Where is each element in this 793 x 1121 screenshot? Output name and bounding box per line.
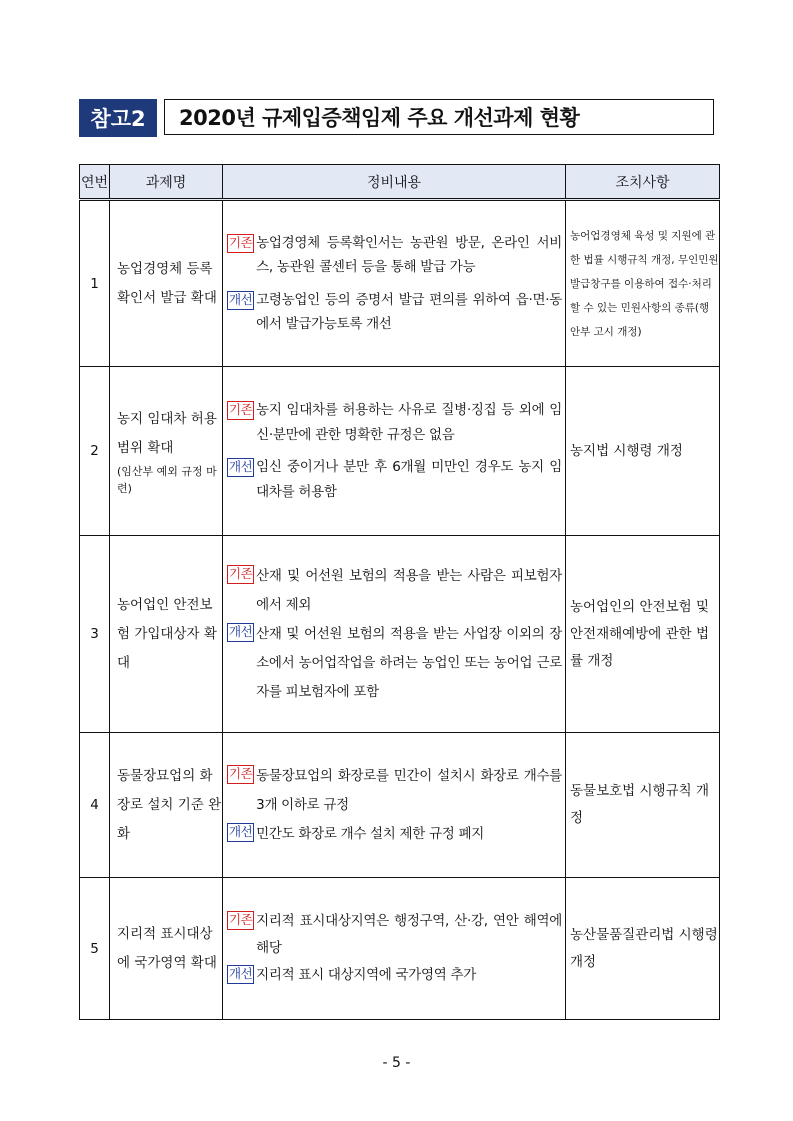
col-header-name: 과제명 bbox=[110, 165, 223, 200]
improved-item bbox=[227, 455, 562, 504]
improved-text: 임신 중이거나 분만 후 6개월 미만인 경우도 농지 임대차를 허용함 bbox=[256, 459, 562, 500]
existing-text: 지리적 표시대상지역은 행정구역, 산·강, 연안 해역에 해당 bbox=[256, 913, 562, 956]
task-action: 농지법 시행령 개정 bbox=[566, 367, 720, 536]
existing-item bbox=[227, 908, 562, 962]
improved-tag: 개선 bbox=[227, 823, 254, 842]
existing-tag: 기존 bbox=[227, 234, 254, 253]
page-title: 2020년 규제입증책임제 주요 개선과제 현황 bbox=[164, 99, 714, 135]
task-action: 농산물품질관리법 시행령 개정 bbox=[566, 878, 720, 1020]
existing-text: 농업경영체 등록확인서는 농관원 방문, 온라인 서비스, 농관원 콜센터 등을 통해 발급 가능 bbox=[256, 234, 562, 275]
improved-item bbox=[227, 962, 562, 989]
existing-tag: 기존 bbox=[227, 565, 254, 584]
improved-item bbox=[227, 620, 562, 707]
task-detail bbox=[223, 367, 566, 536]
task-name: 동물장묘업의 화장로 설치 기준 완화 bbox=[110, 733, 223, 878]
improved-tag: 개선 bbox=[227, 965, 254, 984]
improved-text: 지리적 표시 대상지역에 국가영역 추가 bbox=[256, 967, 476, 983]
table-row bbox=[80, 200, 720, 367]
table-row bbox=[80, 878, 720, 1020]
page-number: - 5 - bbox=[382, 1055, 411, 1071]
col-header-no: 연번 bbox=[80, 165, 110, 200]
table-row bbox=[80, 536, 720, 733]
row-number: 4 bbox=[80, 733, 110, 878]
existing-item bbox=[227, 231, 562, 280]
row-number: 2 bbox=[80, 367, 110, 536]
improved-tag: 개선 bbox=[227, 623, 254, 642]
existing-item bbox=[227, 562, 562, 620]
existing-text: 농지 임대차를 허용하는 사유로 질병·징집 등 외에 임신·분만에 관한 명확한 규정은 없음 bbox=[256, 402, 562, 443]
reform-table bbox=[79, 164, 720, 1020]
task-action: 농어업경영체 육성 및 지원에 관한 법률 시행규칙 개정, 무인민원발급창구를 이용하여 접수·처리할 수 있는 민원사항의 종류(행안부 고시 개정) bbox=[566, 200, 720, 367]
row-number: 5 bbox=[80, 878, 110, 1020]
row-number: 1 bbox=[80, 200, 110, 367]
table-row bbox=[80, 733, 720, 878]
row-number: 3 bbox=[80, 536, 110, 733]
existing-tag: 기존 bbox=[227, 911, 254, 930]
table-row bbox=[80, 367, 720, 536]
task-detail bbox=[223, 878, 566, 1020]
task-name: 농업경영체 등록확인서 발급 확대 bbox=[110, 200, 223, 367]
task-name: 농지 임대차 허용범위 확대 (임산부 예외 규정 마련) bbox=[110, 367, 223, 536]
task-name: 농어업인 안전보험 가입대상자 확대 bbox=[110, 536, 223, 733]
task-detail bbox=[223, 536, 566, 733]
task-detail bbox=[223, 733, 566, 878]
improved-item bbox=[227, 820, 562, 849]
improved-item bbox=[227, 288, 562, 337]
improved-text: 고령농업인 등의 증명서 발급 편의를 위하여 읍·면·동에서 발급가능토록 개선 bbox=[256, 291, 562, 332]
task-name-note: (임산부 예외 규정 마련) bbox=[117, 465, 217, 495]
reference-badge: 참고2 bbox=[79, 99, 157, 137]
task-action: 동물보호법 시행규칙 개정 bbox=[566, 733, 720, 878]
improved-text: 민간도 화장로 개수 설치 제한 규정 폐지 bbox=[256, 825, 484, 842]
task-detail bbox=[223, 200, 566, 367]
task-name: 지리적 표시대상에 국가영역 확대 bbox=[110, 878, 223, 1020]
task-action: 농어업인의 안전보험 및 안전재해예방에 관한 법률 개정 bbox=[566, 536, 720, 733]
improved-text: 산재 및 어선원 보험의 적용을 받는 사업장 이외의 장소에서 농어업작업을 하려는 농업인 또는 농어업 근로자를 피보험자에 포함 bbox=[256, 625, 562, 700]
improved-tag: 개선 bbox=[227, 291, 254, 310]
improved-tag: 개선 bbox=[227, 458, 254, 477]
existing-tag: 기존 bbox=[227, 765, 254, 784]
existing-text: 동물장묘업의 화장로를 민간이 설치시 화장로 개수를 3개 이하로 규정 bbox=[256, 767, 562, 813]
col-header-detail: 정비내용 bbox=[223, 165, 566, 200]
existing-text: 산재 및 어선원 보험의 적용을 받는 사람은 피보험자에서 제외 bbox=[256, 567, 562, 613]
col-header-action: 조치사항 bbox=[566, 165, 720, 200]
existing-item bbox=[227, 762, 562, 820]
table-header-row bbox=[80, 165, 720, 200]
existing-tag: 기존 bbox=[227, 401, 254, 420]
existing-item bbox=[227, 398, 562, 447]
